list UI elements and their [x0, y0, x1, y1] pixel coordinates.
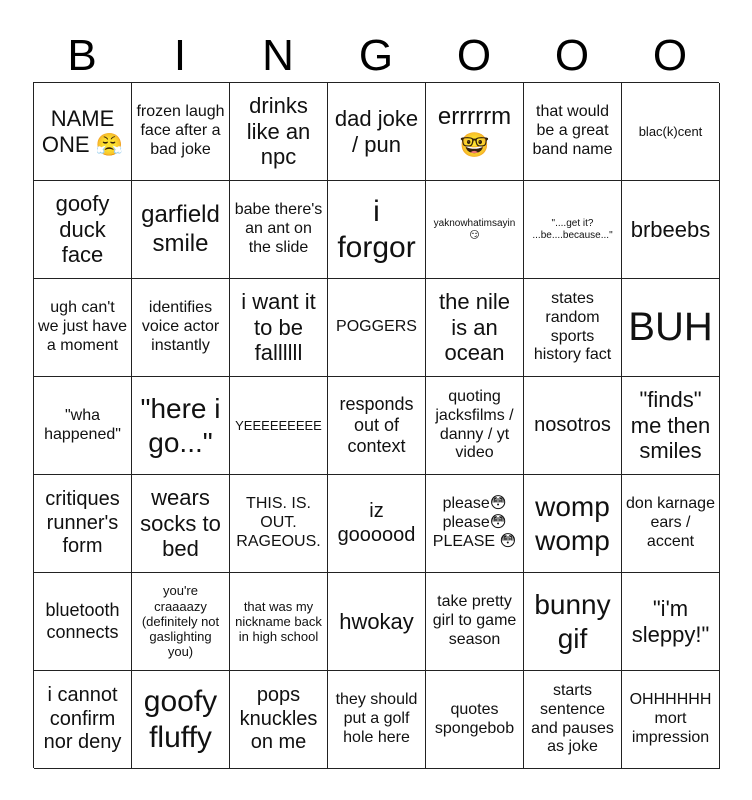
cell-text: you're craaaazy (definitely not gaslighting you): [141, 583, 220, 660]
cell-text: states random sports history fact: [533, 289, 612, 364]
bingo-cell[interactable]: [622, 83, 720, 181]
cell-text: brbeebs: [630, 216, 711, 242]
cell-text: take pretty girl to game season: [432, 593, 517, 648]
cell-text: goofy fluffy: [143, 685, 218, 754]
bingo-cell[interactable]: [328, 377, 426, 475]
bingo-cell[interactable]: [230, 671, 328, 769]
bingo-cell[interactable]: [328, 279, 426, 377]
bingo-cell[interactable]: [34, 573, 132, 671]
header-letter: G: [358, 31, 394, 80]
bingo-cell[interactable]: [524, 475, 622, 573]
cell-text: goofy duck face: [55, 190, 110, 268]
cell-text: bunny gif: [534, 589, 611, 654]
cell-text: garfield smile: [141, 201, 220, 257]
cell-text: the nile is an ocean: [439, 288, 510, 366]
cell-text: "finds" me then smiles: [630, 386, 711, 464]
bingo-board: [33, 82, 719, 768]
bingo-cell[interactable]: [524, 573, 622, 671]
bingo-cell[interactable]: [426, 671, 524, 769]
cell-text: quotes spongebob: [434, 700, 515, 737]
header-letter: N: [262, 31, 294, 80]
bingo-cell[interactable]: [622, 671, 720, 769]
bingo-cell[interactable]: [328, 573, 426, 671]
bingo-cell[interactable]: [622, 475, 720, 573]
bingo-cell[interactable]: [230, 279, 328, 377]
bingo-cell[interactable]: [34, 475, 132, 573]
cell-text: i cannot confirm nor deny: [43, 684, 122, 754]
bingo-cell[interactable]: [230, 475, 328, 573]
cell-text: hwokay: [339, 608, 414, 634]
cell-text: yaknowhatimsayin 😏: [433, 217, 516, 241]
cell-text: iz goooood: [337, 499, 416, 546]
bingo-cell[interactable]: [426, 83, 524, 181]
cell-text: that would be a great band name: [532, 103, 613, 158]
bingo-cell[interactable]: [34, 671, 132, 769]
cell-text: "wha happened": [44, 406, 121, 443]
cell-text: drinks like an npc: [246, 92, 311, 170]
cell-text: i want it to be fallllll: [241, 288, 316, 366]
bingo-cell[interactable]: [524, 83, 622, 181]
cell-text: starts sentence and pauses as joke: [531, 681, 614, 756]
cell-text: quoting jacksfilms / danny / yt video: [435, 387, 514, 462]
bingo-cell[interactable]: [34, 377, 132, 475]
bingo-cell[interactable]: [328, 83, 426, 181]
cell-text: dad joke / pun: [334, 105, 419, 157]
cell-text: wears socks to bed: [140, 484, 221, 562]
cell-text: "i'm sleppy!": [631, 595, 710, 647]
bingo-cell[interactable]: [132, 475, 230, 573]
bingo-cell[interactable]: [328, 181, 426, 279]
cell-text: nosotros: [534, 413, 611, 436]
bingo-cell[interactable]: [524, 181, 622, 279]
cell-text: bluetooth connects: [45, 600, 120, 642]
bingo-cell[interactable]: [132, 573, 230, 671]
cell-text: identifies voice actor instantly: [141, 299, 220, 354]
cell-text: pops knuckles on me: [239, 684, 318, 754]
cell-text: NAME ONE 😤: [41, 105, 124, 157]
bingo-cell[interactable]: [230, 377, 328, 475]
bingo-cell[interactable]: [328, 671, 426, 769]
bingo-cell[interactable]: [132, 377, 230, 475]
cell-text: they should put a golf hole here: [335, 691, 418, 746]
bingo-cell[interactable]: [524, 377, 622, 475]
bingo-cell[interactable]: [426, 377, 524, 475]
cell-text: please😳 please😳 PLEASE 😳: [432, 495, 517, 550]
bingo-cell[interactable]: [426, 279, 524, 377]
cell-text: THIS. IS. OUT. RAGEOUS.: [236, 495, 321, 550]
cell-text: "here i go...": [140, 393, 221, 458]
cell-text: don karnage ears / accent: [626, 495, 715, 550]
cell-text: that was my nickname back in high school: [235, 598, 322, 645]
bingo-cell[interactable]: [328, 475, 426, 573]
bingo-cell[interactable]: [34, 181, 132, 279]
header-letter: O: [456, 31, 492, 80]
cell-text: ugh can't we just have a moment: [38, 299, 127, 354]
bingo-cell[interactable]: [230, 181, 328, 279]
cell-text: responds out of context: [339, 393, 414, 457]
cell-text: i forgor: [337, 195, 416, 264]
bingo-header: [33, 30, 719, 82]
cell-text: babe there's an ant on the slide: [234, 201, 323, 256]
header-letter: O: [554, 31, 590, 80]
bingo-cell[interactable]: [524, 279, 622, 377]
bingo-cell[interactable]: [132, 279, 230, 377]
header-letter: I: [173, 31, 187, 80]
header-letter: B: [67, 31, 97, 80]
cell-text: blac(k)cent: [638, 123, 703, 139]
header-letter: O: [652, 31, 688, 80]
cell-text: POGGERS: [336, 318, 417, 336]
cell-text: OHHHHHH mort impression: [629, 691, 712, 746]
bingo-cell[interactable]: [34, 83, 132, 181]
bingo-cell[interactable]: [132, 181, 230, 279]
bingo-cell[interactable]: [426, 181, 524, 279]
cell-text: womp womp: [535, 491, 610, 556]
cell-text: "....get it? ...be....because...": [532, 217, 613, 241]
bingo-cell[interactable]: [132, 671, 230, 769]
bingo-cell[interactable]: [426, 475, 524, 573]
cell-text: errrrrm 🤓: [437, 103, 512, 159]
bingo-cell[interactable]: [622, 279, 720, 377]
bingo-cell[interactable]: [622, 377, 720, 475]
cell-text: critiques runner's form: [45, 488, 120, 558]
cell-text: frozen laugh face after a bad joke: [136, 103, 225, 158]
bingo-cell[interactable]: [230, 573, 328, 671]
cell-text: YEEEEEEEEE: [235, 417, 322, 433]
bingo-cell[interactable]: [426, 573, 524, 671]
bingo-cell[interactable]: [622, 573, 720, 671]
bingo-cell[interactable]: [524, 671, 622, 769]
bingo-cell[interactable]: [230, 83, 328, 181]
cell-text: BUH: [628, 304, 713, 349]
bingo-cell[interactable]: [132, 83, 230, 181]
bingo-cell[interactable]: [622, 181, 720, 279]
bingo-cell[interactable]: [34, 279, 132, 377]
